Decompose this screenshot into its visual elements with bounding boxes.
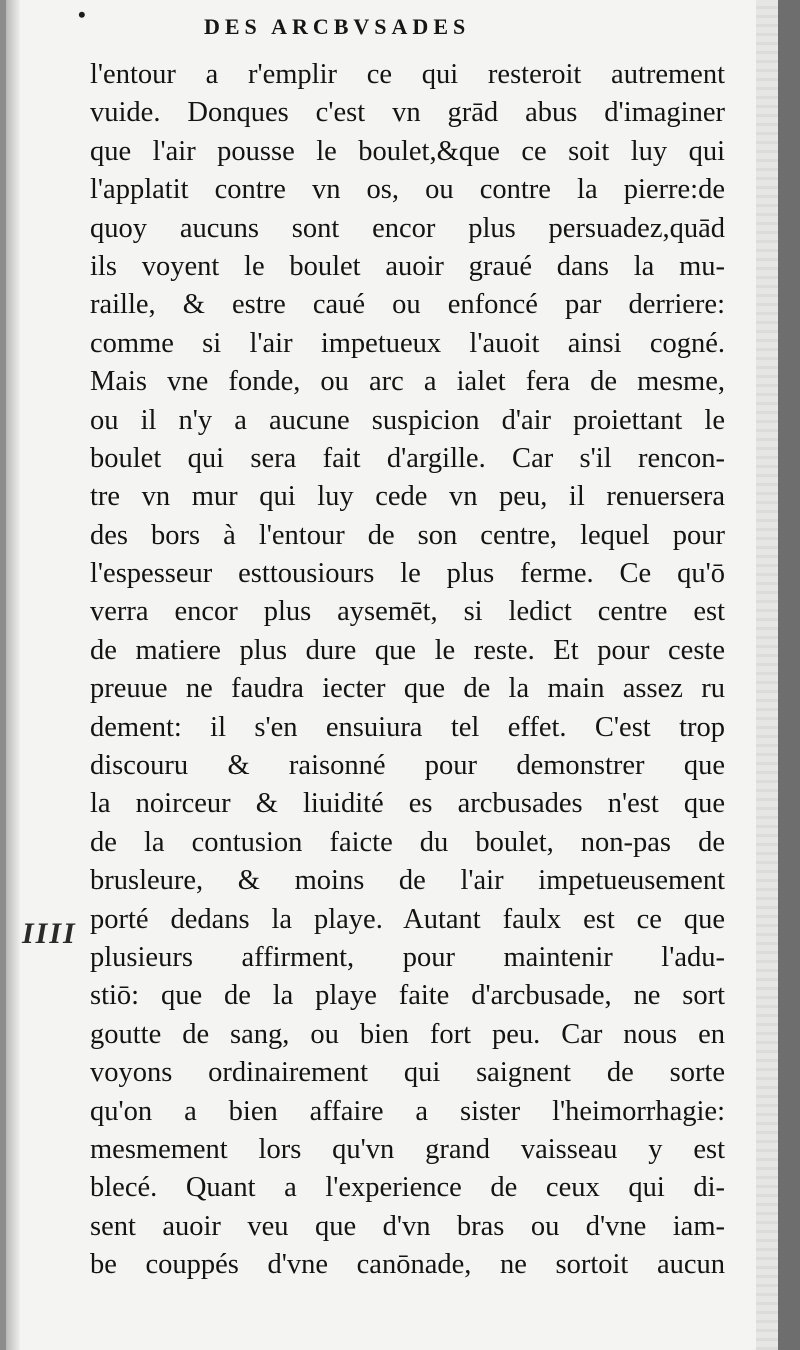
top-mark: •: [78, 2, 86, 27]
text-line: qu'on a bien affaire a sister l'heimorrhagie:: [90, 1095, 725, 1127]
margin-note: IIII: [22, 917, 77, 950]
text-line: de la contusion faicte du boulet, non-pas de: [90, 826, 725, 858]
running-head: DES ARCBVSADES: [204, 14, 471, 39]
text-line: porté dedans la playe. Autant faulx est ce que: [90, 903, 725, 935]
body-text: [90, 56, 725, 1285]
scan-border: [778, 0, 800, 1350]
text-line: la noirceur & liuidité es arcbusades n'est que: [90, 788, 725, 820]
text-line: tre vn mur qui luy cede vn peu, il renuersera: [90, 481, 725, 513]
text-line: brusleure, & moins de l'air impetueusement: [90, 865, 725, 897]
text-line: raille, & estre caué ou enfoncé par derriere:: [90, 289, 725, 321]
text-line: l'entour a r'emplir ce qui resteroit autrement: [90, 59, 725, 90]
text-line: quoy aucuns sont encor plus persuadez,quād: [90, 212, 725, 244]
text-line: verra encor plus aysemēt, si ledict centre est: [90, 596, 725, 628]
text-line: discouru & raisonné pour demonstrer que: [90, 750, 725, 782]
text-line: boulet qui sera fait d'argille. Car s'il rencon-: [90, 442, 725, 474]
text-line: Mais vne fonde, ou arc a ialet fera de mesme,: [90, 366, 725, 398]
gutter-shadow: [6, 0, 20, 1350]
text-line: vuide. Donques c'est vn grād abus d'imaginer: [90, 97, 725, 129]
book-page: [6, 0, 778, 1350]
text-line: dement: il s'en ensuiura tel effet. C'est trop: [90, 711, 725, 743]
text-line: des bors à l'entour de son centre, lequel pour: [90, 519, 725, 551]
text-line: que l'air pousse le boulet,&que ce soit luy qui: [90, 135, 725, 167]
text-line: be couppés d'vne canōnade, ne sortoit aucun: [90, 1249, 725, 1281]
text-line: stiō: que de la playe faite d'arcbusade, ne sort: [90, 980, 725, 1012]
text-line: plusieurs affirment, pour maintenir l'adu-: [90, 941, 725, 973]
text-line: sent auoir veu que d'vn bras ou d'vne iam-: [90, 1210, 725, 1242]
text-line: preuue ne faudra iecter que de la main assez ru: [90, 673, 725, 705]
text-line: comme si l'air impetueux l'auoit ainsi cogné.: [90, 327, 725, 359]
text-line: l'applatit contre vn os, ou contre la pierre:de: [90, 174, 725, 206]
text-line: l'espesseur esttousiours le plus ferme. Ce qu'ō: [90, 558, 725, 590]
text-line: ils voyent le boulet auoir graué dans la mu-: [90, 250, 725, 282]
page-edge: [756, 0, 778, 1350]
text-line: voyons ordinairement qui saignent de sorte: [90, 1057, 725, 1089]
text-line: de matiere plus dure que le reste. Et pour ceste: [90, 634, 725, 666]
text-line: goutte de sang, ou bien fort peu. Car nous en: [90, 1018, 725, 1050]
text-line: blecé. Quant a l'experience de ceux qui di-: [90, 1172, 725, 1204]
text-line: mesmement lors qu'vn grand vaisseau y est: [90, 1133, 725, 1165]
text-line: ou il n'y a aucune suspicion d'air proiettant le: [90, 404, 725, 436]
